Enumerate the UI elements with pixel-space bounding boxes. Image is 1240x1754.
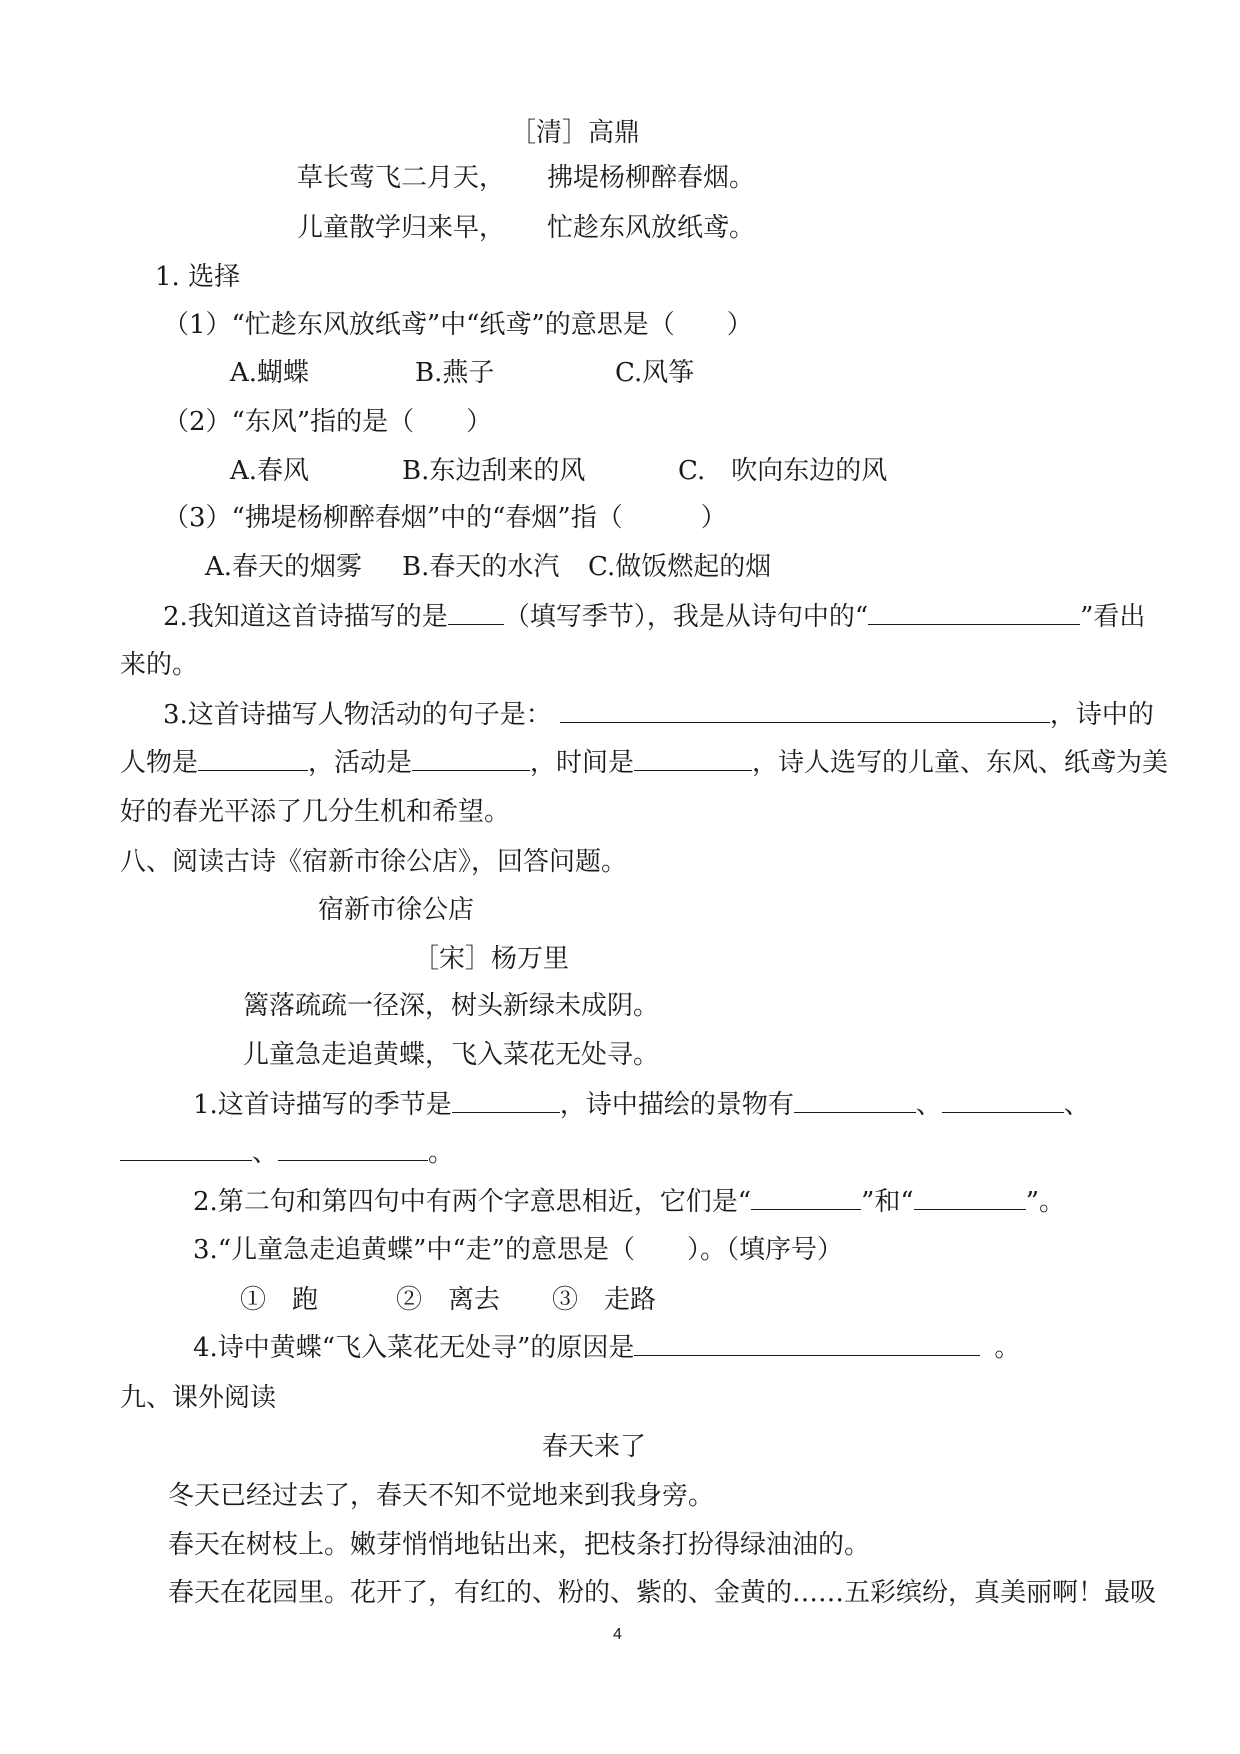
answer-blank-char-2[interactable] (914, 1187, 1026, 1210)
section9-heading: 九、课外阅读 (120, 1383, 277, 1413)
q3-line1: 3.这首诗描写人物活动的句子是： ，诗中的 (163, 700, 1154, 730)
poem2-author: ［宋］杨万里 (413, 944, 570, 974)
q1-sub1-option-b: B.燕子 (415, 358, 495, 388)
s8-q3-options: ① 跑 ② 离去 ③ 走路 (240, 1285, 657, 1315)
article-paragraph-2: 春天在树枝上。嫩芽悄悄地钻出来，把枝条打扮得绿油油的。 (168, 1530, 871, 1560)
q1-sub2-question: （2）“东风”指的是（ ） (163, 407, 493, 437)
answer-blank-scene-4[interactable] (278, 1138, 428, 1161)
q1-sub2-option-b: B.东边刮来的风 (402, 456, 586, 486)
q2-line1: 2.我知道这首诗描写的是 （填写季节），我是从诗句中的“ ”看出 (163, 602, 1146, 632)
q1-sub1-option-a: A.蝴蝶 (230, 358, 310, 388)
answer-blank-season[interactable] (448, 602, 504, 625)
answer-blank-char-1[interactable] (751, 1187, 861, 1210)
answer-blank-person[interactable] (198, 748, 308, 771)
poem1-line1b: 拂堤杨柳醉春烟。 (547, 163, 756, 193)
q3-line3: 好的春光平添了几分生机和希望。 (120, 797, 511, 827)
q1-sub2-option-a: A.春风 (230, 456, 310, 486)
answer-blank-scene-2[interactable] (942, 1090, 1064, 1113)
q1-sub1-question: （1）“忙趁东风放纸鸢”中“纸鸢”的意思是（ ） (163, 310, 753, 340)
s8-q2: 2.第二句和第四句中有两个字意思相近，它们是“ ”和“ ”。 (193, 1187, 1065, 1217)
section8-heading: 八、阅读古诗《宿新市徐公店》，回答问题。 (120, 847, 628, 877)
q1-sub3-question: （3）“拂堤杨柳醉春烟”中的“春烟”指（ ） (163, 503, 727, 533)
answer-blank-activity-sentence[interactable] (560, 700, 1050, 723)
answer-blank-activity[interactable] (412, 748, 530, 771)
poem2-title: 宿新市徐公店 (318, 895, 475, 925)
q1-heading: 1. 选择 (155, 262, 241, 292)
page-number: 4 (613, 1626, 622, 1643)
answer-blank-scene-3[interactable] (120, 1138, 252, 1161)
q3-line2: 人物是 ，活动是 ，时间是 ，诗人选写的儿童、东风、纸鸢为美 (120, 748, 1169, 778)
q1-sub3-option-c: C.做饭燃起的烟 (588, 552, 772, 582)
poem2-line1: 篱落疏疏一径深，树头新绿未成阴。 (243, 991, 660, 1021)
answer-blank-season2[interactable] (452, 1090, 560, 1113)
answer-blank-reason[interactable] (634, 1333, 980, 1356)
q2-line2: 来的。 (120, 650, 199, 680)
article-paragraph-1: 冬天已经过去了，春天不知不觉地来到我身旁。 (168, 1481, 715, 1511)
s8-q4: 4.诗中黄蝶“飞入菜花无处寻”的原因是 。 (193, 1333, 1021, 1363)
answer-blank-time[interactable] (634, 748, 752, 771)
s8-q3: 3.“儿童急走追黄蝶”中“走”的意思是（ ）。（填序号） (193, 1235, 843, 1265)
q1-sub1-option-c: C.风筝 (615, 358, 695, 388)
answer-blank-verse[interactable] (868, 602, 1080, 625)
q1-sub2-option-c: C. 吹向东边的风 (678, 456, 888, 486)
article-paragraph-3: 春天在花园里。花开了，有红的、粉的、紫的、金黄的……五彩缤纷，真美丽啊！最吸 (168, 1578, 1157, 1608)
poem2-line2: 儿童急走追黄蝶，飞入菜花无处寻。 (243, 1040, 660, 1070)
article-title: 春天来了 (542, 1432, 647, 1462)
s8-q1-line2: 、 。 (120, 1138, 454, 1168)
poem1-line2a: 儿童散学归来早， (297, 213, 506, 243)
q1-sub3-option-a: A.春天的烟雾 (205, 552, 363, 582)
poem1-line1a: 草长莺飞二月天， (297, 163, 506, 193)
q1-sub3-option-b: B.春天的水汽 (402, 552, 560, 582)
answer-blank-scene-1[interactable] (794, 1090, 916, 1113)
poem1-line2b: 忙趁东风放纸鸢。 (547, 213, 756, 243)
s8-q1-line1: 1.这首诗描写的季节是 ，诗中描绘的景物有 、 、 (193, 1090, 1090, 1120)
poem1-author: ［清］高鼎 (510, 118, 641, 148)
